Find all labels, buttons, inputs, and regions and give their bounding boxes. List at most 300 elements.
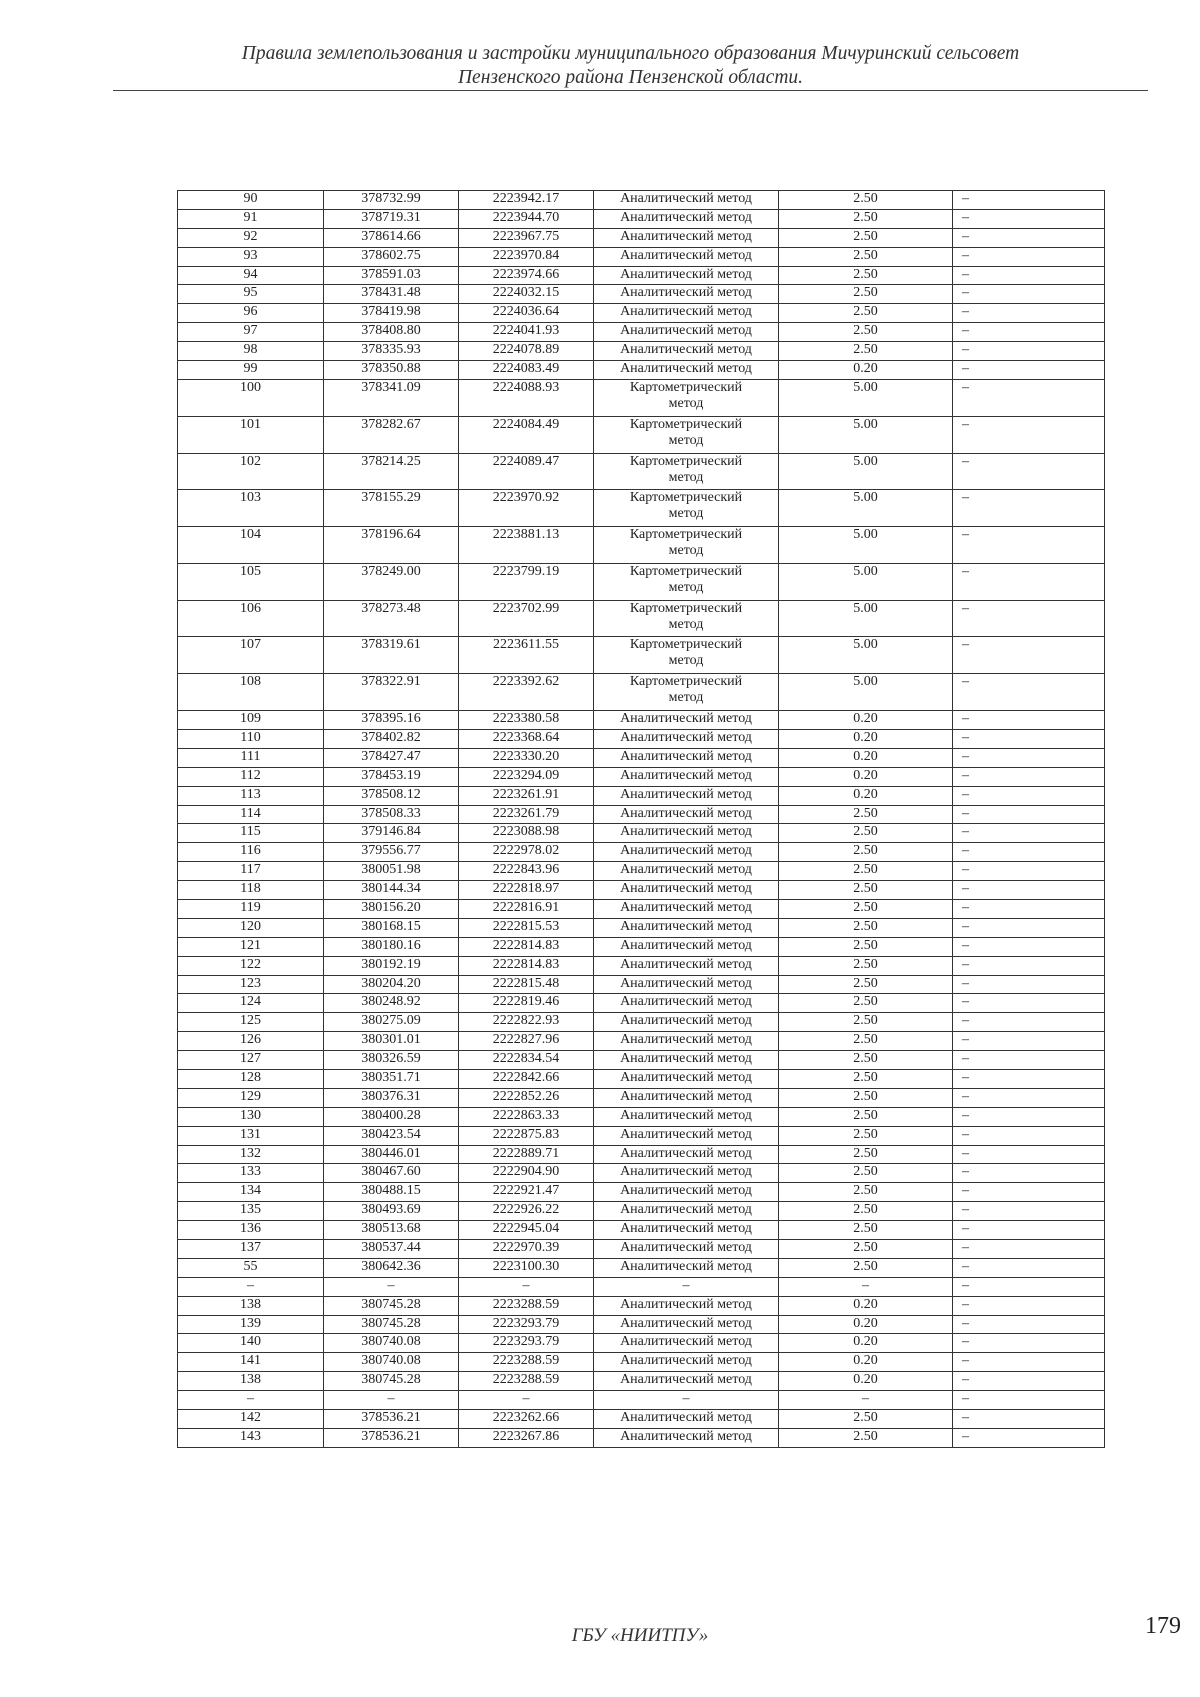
y-coordinate-cell: 2222843.96 (459, 862, 594, 881)
method-cell: Аналитический метод (594, 899, 779, 918)
point-number-cell: 108 (178, 674, 324, 711)
point-number-cell: 131 (178, 1126, 324, 1145)
note-cell: – (953, 1428, 1105, 1447)
note-cell: – (953, 191, 1105, 210)
table-row (178, 379, 1105, 416)
x-coordinate-cell: 380144.34 (324, 881, 459, 900)
point-number-cell: 104 (178, 527, 324, 564)
point-number-cell: 107 (178, 637, 324, 674)
table-row (178, 1145, 1105, 1164)
note-cell: – (953, 1277, 1105, 1296)
y-coordinate-cell: 2222889.71 (459, 1145, 594, 1164)
x-coordinate-cell: 380446.01 (324, 1145, 459, 1164)
accuracy-cell: 2.50 (779, 1032, 953, 1051)
accuracy-cell: 0.20 (779, 748, 953, 767)
x-coordinate-cell: 378536.21 (324, 1410, 459, 1429)
accuracy-cell: 2.50 (779, 843, 953, 862)
point-number-cell: 97 (178, 323, 324, 342)
point-number-cell: 129 (178, 1088, 324, 1107)
y-coordinate-cell: 2222834.54 (459, 1051, 594, 1070)
x-coordinate-cell: 380192.19 (324, 956, 459, 975)
accuracy-cell: 2.50 (779, 1183, 953, 1202)
note-cell: – (953, 209, 1105, 228)
note-cell: – (953, 899, 1105, 918)
y-coordinate-cell: 2223944.70 (459, 209, 594, 228)
accuracy-cell: 5.00 (779, 379, 953, 416)
method-cell: Аналитический метод (594, 862, 779, 881)
x-coordinate-cell: 378419.98 (324, 304, 459, 323)
y-coordinate-cell: 2223368.64 (459, 729, 594, 748)
point-number-cell: 136 (178, 1221, 324, 1240)
note-cell: – (953, 956, 1105, 975)
x-coordinate-cell: 378408.80 (324, 323, 459, 342)
method-cell: Картометрический метод (594, 490, 779, 527)
accuracy-cell: 2.50 (779, 937, 953, 956)
x-coordinate-cell: 380204.20 (324, 975, 459, 994)
method-cell: Аналитический метод (594, 824, 779, 843)
accuracy-cell: 0.20 (779, 1315, 953, 1334)
table-row (178, 247, 1105, 266)
note-cell: – (953, 1315, 1105, 1334)
y-coordinate-cell: 2223611.55 (459, 637, 594, 674)
point-number-cell: 96 (178, 304, 324, 323)
accuracy-cell: 5.00 (779, 490, 953, 527)
x-coordinate-cell: 378402.82 (324, 729, 459, 748)
point-number-cell: 118 (178, 881, 324, 900)
table-row (178, 1315, 1105, 1334)
note-cell: – (953, 342, 1105, 361)
point-number-cell: 128 (178, 1070, 324, 1089)
y-coordinate-cell: 2223261.79 (459, 805, 594, 824)
table-row (178, 1296, 1105, 1315)
header-divider (113, 90, 1148, 91)
note-cell: – (953, 304, 1105, 323)
y-coordinate-cell: 2223288.59 (459, 1353, 594, 1372)
table-row (178, 1353, 1105, 1372)
accuracy-cell: 5.00 (779, 563, 953, 600)
note-cell: – (953, 994, 1105, 1013)
note-cell: – (953, 805, 1105, 824)
accuracy-cell: 2.50 (779, 247, 953, 266)
y-coordinate-cell: 2222822.93 (459, 1013, 594, 1032)
point-number-cell: 100 (178, 379, 324, 416)
x-coordinate-cell: 378427.47 (324, 748, 459, 767)
x-coordinate-cell: 378155.29 (324, 490, 459, 527)
y-coordinate-cell: 2222852.26 (459, 1088, 594, 1107)
method-cell: Аналитический метод (594, 711, 779, 730)
y-coordinate-cell: 2224078.89 (459, 342, 594, 361)
accuracy-cell: 2.50 (779, 956, 953, 975)
method-cell: Аналитический метод (594, 937, 779, 956)
table-row (178, 994, 1105, 1013)
method-cell: Аналитический метод (594, 1428, 779, 1447)
y-coordinate-cell: 2222814.83 (459, 937, 594, 956)
x-coordinate-cell: 380740.08 (324, 1334, 459, 1353)
y-coordinate-cell: 2223970.84 (459, 247, 594, 266)
note-cell: – (953, 1032, 1105, 1051)
accuracy-cell: 2.50 (779, 1051, 953, 1070)
method-cell: Аналитический метод (594, 1353, 779, 1372)
x-coordinate-cell: 379556.77 (324, 843, 459, 862)
accuracy-cell: 5.00 (779, 527, 953, 564)
x-coordinate-cell: 378536.21 (324, 1428, 459, 1447)
table-row (178, 1070, 1105, 1089)
point-number-cell: 130 (178, 1107, 324, 1126)
method-cell: Аналитический метод (594, 361, 779, 380)
note-cell: – (953, 228, 1105, 247)
note-cell: – (953, 729, 1105, 748)
x-coordinate-cell: 380326.59 (324, 1051, 459, 1070)
accuracy-cell: 0.20 (779, 1334, 953, 1353)
footer-organization: ГБУ «НИИТПУ» (571, 1625, 709, 1646)
note-cell: – (953, 937, 1105, 956)
y-coordinate-cell: 2223293.79 (459, 1334, 594, 1353)
table-row (178, 881, 1105, 900)
x-coordinate-cell: 380051.98 (324, 862, 459, 881)
accuracy-cell: 0.20 (779, 729, 953, 748)
x-coordinate-cell: 378249.00 (324, 563, 459, 600)
y-coordinate-cell: 2223392.62 (459, 674, 594, 711)
accuracy-cell: 2.50 (779, 994, 953, 1013)
x-coordinate-cell: – (324, 1277, 459, 1296)
y-coordinate-cell: 2223380.58 (459, 711, 594, 730)
point-number-cell: 123 (178, 975, 324, 994)
x-coordinate-cell: 378319.61 (324, 637, 459, 674)
table-row (178, 674, 1105, 711)
note-cell: – (953, 674, 1105, 711)
point-number-cell: 139 (178, 1315, 324, 1334)
table-row (178, 191, 1105, 210)
y-coordinate-cell: 2222863.33 (459, 1107, 594, 1126)
note-cell: – (953, 975, 1105, 994)
point-number-cell: 94 (178, 266, 324, 285)
y-coordinate-cell: 2223293.79 (459, 1315, 594, 1334)
note-cell: – (953, 1240, 1105, 1259)
note-cell: – (953, 1410, 1105, 1429)
y-coordinate-cell: 2223974.66 (459, 266, 594, 285)
header-title-line1: Правила землепользования и застройки муниципального образования Мичуринский сельсовет (241, 43, 1020, 64)
table-row (178, 918, 1105, 937)
note-cell: – (953, 786, 1105, 805)
accuracy-cell: 2.50 (779, 881, 953, 900)
point-number-cell: 114 (178, 805, 324, 824)
table-row (178, 1164, 1105, 1183)
table-row (178, 1107, 1105, 1126)
x-coordinate-cell: 378322.91 (324, 674, 459, 711)
method-cell: Аналитический метод (594, 191, 779, 210)
accuracy-cell: 2.50 (779, 918, 953, 937)
x-coordinate-cell: 380745.28 (324, 1372, 459, 1391)
table-row (178, 899, 1105, 918)
y-coordinate-cell: – (459, 1277, 594, 1296)
accuracy-cell: 2.50 (779, 266, 953, 285)
x-coordinate-cell: 378282.67 (324, 416, 459, 453)
note-cell: – (953, 361, 1105, 380)
x-coordinate-cell: 380301.01 (324, 1032, 459, 1051)
note-cell: – (953, 1353, 1105, 1372)
table-row (178, 1032, 1105, 1051)
y-coordinate-cell: 2223942.17 (459, 191, 594, 210)
y-coordinate-cell: 2223799.19 (459, 563, 594, 600)
y-coordinate-cell: 2223967.75 (459, 228, 594, 247)
x-coordinate-cell: 378591.03 (324, 266, 459, 285)
y-coordinate-cell: 2222875.83 (459, 1126, 594, 1145)
method-cell: Аналитический метод (594, 1051, 779, 1070)
method-cell: Картометрический метод (594, 379, 779, 416)
x-coordinate-cell: 380745.28 (324, 1315, 459, 1334)
table-row (178, 1088, 1105, 1107)
note-cell: – (953, 1183, 1105, 1202)
method-cell: Аналитический метод (594, 1145, 779, 1164)
y-coordinate-cell: 2222827.96 (459, 1032, 594, 1051)
table-row (178, 1258, 1105, 1277)
y-coordinate-cell: – (459, 1391, 594, 1410)
point-number-cell: 125 (178, 1013, 324, 1032)
point-number-cell: 115 (178, 824, 324, 843)
method-cell: Аналитический метод (594, 881, 779, 900)
table-row (178, 563, 1105, 600)
y-coordinate-cell: 2222926.22 (459, 1202, 594, 1221)
method-cell: Аналитический метод (594, 1410, 779, 1429)
x-coordinate-cell: 378614.66 (324, 228, 459, 247)
table-row (178, 323, 1105, 342)
header-title-line2: Пензенского района Пензенской области. (457, 67, 804, 88)
method-cell: Аналитический метод (594, 1088, 779, 1107)
point-number-cell: 113 (178, 786, 324, 805)
y-coordinate-cell: 2223970.92 (459, 490, 594, 527)
point-number-cell: 99 (178, 361, 324, 380)
method-cell: Аналитический метод (594, 1240, 779, 1259)
x-coordinate-cell: 378350.88 (324, 361, 459, 380)
y-coordinate-cell: 2224032.15 (459, 285, 594, 304)
point-number-cell: 127 (178, 1051, 324, 1070)
point-number-cell: 95 (178, 285, 324, 304)
x-coordinate-cell: 380248.92 (324, 994, 459, 1013)
table-row (178, 1410, 1105, 1429)
note-cell: – (953, 323, 1105, 342)
point-number-cell: 109 (178, 711, 324, 730)
point-number-cell: 117 (178, 862, 324, 881)
x-coordinate-cell: 378508.12 (324, 786, 459, 805)
point-number-cell: 124 (178, 994, 324, 1013)
table-row (178, 729, 1105, 748)
x-coordinate-cell: 380423.54 (324, 1126, 459, 1145)
point-number-cell: 122 (178, 956, 324, 975)
accuracy-cell: 2.50 (779, 1164, 953, 1183)
point-number-cell: – (178, 1277, 324, 1296)
table-row (178, 361, 1105, 380)
method-cell: Аналитический метод (594, 1202, 779, 1221)
table-row (178, 767, 1105, 786)
note-cell: – (953, 711, 1105, 730)
accuracy-cell: 2.50 (779, 209, 953, 228)
accuracy-cell: 2.50 (779, 899, 953, 918)
note-cell: – (953, 862, 1105, 881)
x-coordinate-cell: 380745.28 (324, 1296, 459, 1315)
table-row (178, 342, 1105, 361)
method-cell: Аналитический метод (594, 748, 779, 767)
method-cell: Картометрический метод (594, 674, 779, 711)
method-cell: Картометрический метод (594, 600, 779, 637)
y-coordinate-cell: 2224041.93 (459, 323, 594, 342)
method-cell: Аналитический метод (594, 266, 779, 285)
x-coordinate-cell: 380537.44 (324, 1240, 459, 1259)
note-cell: – (953, 748, 1105, 767)
point-number-cell: 90 (178, 191, 324, 210)
accuracy-cell: 2.50 (779, 1428, 953, 1447)
x-coordinate-cell: 380168.15 (324, 918, 459, 937)
accuracy-cell: 0.20 (779, 786, 953, 805)
note-cell: – (953, 1334, 1105, 1353)
method-cell: Аналитический метод (594, 1221, 779, 1240)
accuracy-cell: 0.20 (779, 1296, 953, 1315)
note-cell: – (953, 637, 1105, 674)
point-number-cell: 119 (178, 899, 324, 918)
point-number-cell: 140 (178, 1334, 324, 1353)
point-number-cell: 132 (178, 1145, 324, 1164)
method-cell: Аналитический метод (594, 342, 779, 361)
accuracy-cell: 0.20 (779, 361, 953, 380)
y-coordinate-cell: 2222818.97 (459, 881, 594, 900)
y-coordinate-cell: 2224083.49 (459, 361, 594, 380)
y-coordinate-cell: 2223881.13 (459, 527, 594, 564)
table-row (178, 637, 1105, 674)
x-coordinate-cell: 380156.20 (324, 899, 459, 918)
note-cell: – (953, 600, 1105, 637)
x-coordinate-cell: 380180.16 (324, 937, 459, 956)
point-number-cell: 93 (178, 247, 324, 266)
method-cell: Аналитический метод (594, 1296, 779, 1315)
y-coordinate-cell: 2222978.02 (459, 843, 594, 862)
x-coordinate-cell: 378732.99 (324, 191, 459, 210)
note-cell: – (953, 881, 1105, 900)
table-row (178, 1240, 1105, 1259)
x-coordinate-cell: 380275.09 (324, 1013, 459, 1032)
note-cell: – (953, 1107, 1105, 1126)
point-number-cell: 138 (178, 1296, 324, 1315)
accuracy-cell: 0.20 (779, 711, 953, 730)
table-row (178, 209, 1105, 228)
x-coordinate-cell: 379146.84 (324, 824, 459, 843)
y-coordinate-cell: 2222945.04 (459, 1221, 594, 1240)
point-number-cell: 98 (178, 342, 324, 361)
point-number-cell: 111 (178, 748, 324, 767)
point-number-cell: – (178, 1391, 324, 1410)
y-coordinate-cell: 2223088.98 (459, 824, 594, 843)
method-cell: Аналитический метод (594, 994, 779, 1013)
y-coordinate-cell: 2222970.39 (459, 1240, 594, 1259)
y-coordinate-cell: 2224084.49 (459, 416, 594, 453)
table-row (178, 1183, 1105, 1202)
table-row (178, 1221, 1105, 1240)
note-cell: – (953, 527, 1105, 564)
note-cell: – (953, 843, 1105, 862)
accuracy-cell: 2.50 (779, 1258, 953, 1277)
method-cell: Аналитический метод (594, 1070, 779, 1089)
table-row (178, 600, 1105, 637)
y-coordinate-cell: 2222842.66 (459, 1070, 594, 1089)
accuracy-cell: 2.50 (779, 1240, 953, 1259)
accuracy-cell: 2.50 (779, 1145, 953, 1164)
method-cell: Аналитический метод (594, 786, 779, 805)
accuracy-cell: 2.50 (779, 1410, 953, 1429)
y-coordinate-cell: 2222904.90 (459, 1164, 594, 1183)
accuracy-cell: 5.00 (779, 637, 953, 674)
point-number-cell: 92 (178, 228, 324, 247)
table-row (178, 1277, 1105, 1296)
y-coordinate-cell: 2223294.09 (459, 767, 594, 786)
note-cell: – (953, 563, 1105, 600)
y-coordinate-cell: 2223267.86 (459, 1428, 594, 1447)
accuracy-cell: 2.50 (779, 1221, 953, 1240)
x-coordinate-cell: 378196.64 (324, 527, 459, 564)
page-number: 179 (1145, 1613, 1181, 1639)
method-cell: Аналитический метод (594, 1183, 779, 1202)
accuracy-cell: 2.50 (779, 304, 953, 323)
table-row (178, 937, 1105, 956)
note-cell: – (953, 767, 1105, 786)
note-cell: – (953, 453, 1105, 490)
x-coordinate-cell: 378719.31 (324, 209, 459, 228)
method-cell: Аналитический метод (594, 1334, 779, 1353)
point-number-cell: 133 (178, 1164, 324, 1183)
table-row (178, 527, 1105, 564)
x-coordinate-cell: 378335.93 (324, 342, 459, 361)
note-cell: – (953, 1391, 1105, 1410)
y-coordinate-cell: 2222816.91 (459, 899, 594, 918)
table-row (178, 805, 1105, 824)
accuracy-cell: 2.50 (779, 1107, 953, 1126)
y-coordinate-cell: 2224089.47 (459, 453, 594, 490)
x-coordinate-cell: 378395.16 (324, 711, 459, 730)
x-coordinate-cell: 380467.60 (324, 1164, 459, 1183)
accuracy-cell: 2.50 (779, 228, 953, 247)
table-row (178, 304, 1105, 323)
y-coordinate-cell: 2224036.64 (459, 304, 594, 323)
method-cell: Аналитический метод (594, 1315, 779, 1334)
method-cell: Аналитический метод (594, 1164, 779, 1183)
x-coordinate-cell: 378341.09 (324, 379, 459, 416)
table-row (178, 490, 1105, 527)
x-coordinate-cell: 380488.15 (324, 1183, 459, 1202)
y-coordinate-cell: 2223288.59 (459, 1296, 594, 1315)
y-coordinate-cell: 2223330.20 (459, 748, 594, 767)
y-coordinate-cell: 2222815.53 (459, 918, 594, 937)
table-row (178, 748, 1105, 767)
point-number-cell: 112 (178, 767, 324, 786)
table-row (178, 1013, 1105, 1032)
method-cell: Аналитический метод (594, 918, 779, 937)
table-row (178, 1202, 1105, 1221)
note-cell: – (953, 247, 1105, 266)
table-row (178, 786, 1105, 805)
table-row (178, 453, 1105, 490)
note-cell: – (953, 1202, 1105, 1221)
method-cell: Аналитический метод (594, 975, 779, 994)
table-row (178, 975, 1105, 994)
accuracy-cell: 2.50 (779, 805, 953, 824)
point-number-cell: 141 (178, 1353, 324, 1372)
method-cell: Аналитический метод (594, 209, 779, 228)
accuracy-cell: 0.20 (779, 767, 953, 786)
note-cell: – (953, 266, 1105, 285)
method-cell: Картометрический метод (594, 527, 779, 564)
method-cell: Аналитический метод (594, 1126, 779, 1145)
y-coordinate-cell: 2223262.66 (459, 1410, 594, 1429)
point-number-cell: 105 (178, 563, 324, 600)
point-number-cell: 134 (178, 1183, 324, 1202)
table-row (178, 1126, 1105, 1145)
